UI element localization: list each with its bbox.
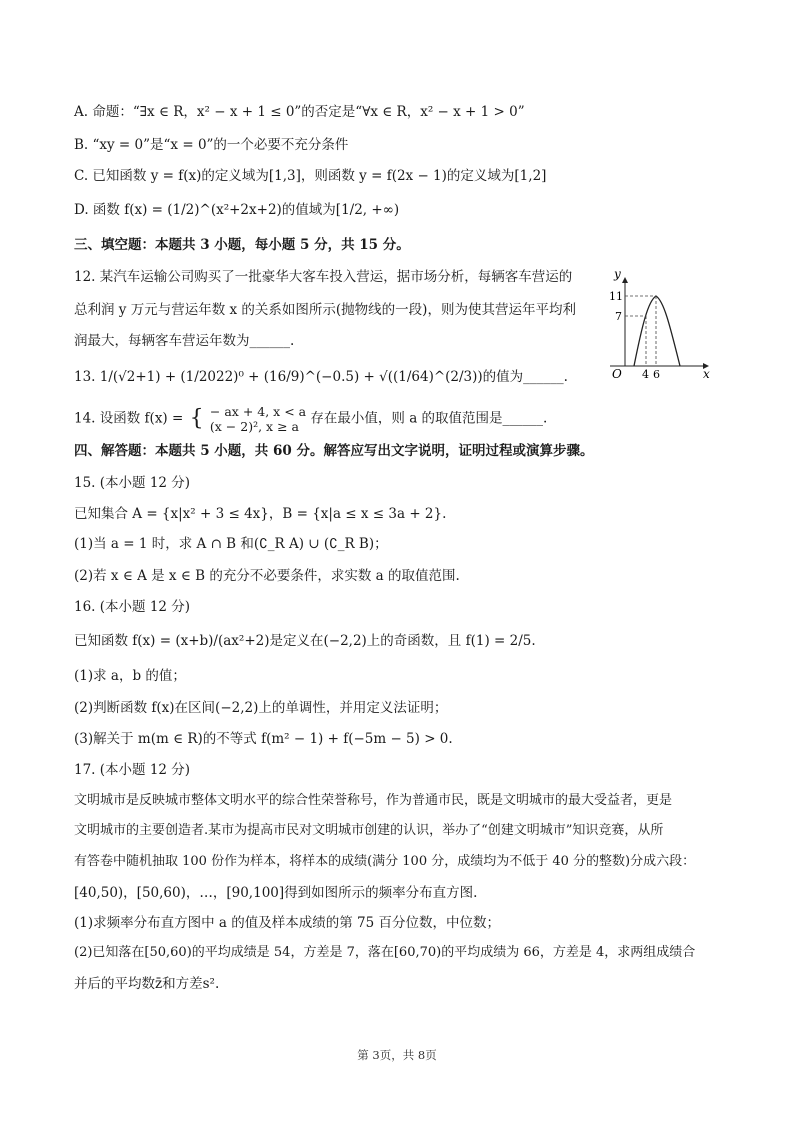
q15-line-2: (1)当 a = 1 时，求 A ∩ B 和(∁_R A) ∪ (∁_R B)； xyxy=(74,536,388,552)
q14-brace: { xyxy=(189,406,204,431)
q11-option-c: C. 已知函数 y = f(x)的定义域为[1,3]，则函数 y = f(2x − 1)的定义域为[1,2] xyxy=(74,168,547,184)
graph-parabola-curve xyxy=(634,296,680,366)
q16-heading: 16. (本小题 12 分) xyxy=(74,599,191,615)
q16-line-4: (3)解关于 m(m ∈ R)的不等式 f(m² − 1) + f(−5m − 5) > 0. xyxy=(74,731,453,747)
section-3-heading: 三、填空题：本题共 3 小题，每小题 5 分，共 15 分。 xyxy=(74,237,410,253)
page-footer: 第 3页，共 8页 xyxy=(357,1048,437,1062)
q11-option-d: D. 函数 f(x) = (1/2)^(x²+2x+2)的值域为[1/2, +∞) xyxy=(74,202,400,218)
q17-line-3: 有答卷中随机抽取 100 份作为样本，将样本的成绩(满分 100 分，成绩均为不低于 40 分的整数)分成六段： xyxy=(74,854,696,869)
graph-y-tick-7: 7 xyxy=(615,310,622,323)
graph-x-label: x xyxy=(703,367,710,381)
q14-case-2: (x − 2)², x ≥ a xyxy=(209,419,299,434)
q17-line-1: 文明城市是反映城市整体文明水平的综合性荣誉称号，作为普通市民，既是文明城市的最大受益者，更是 xyxy=(74,793,673,808)
q12-parabola-graph xyxy=(590,266,715,381)
graph-y-label: y xyxy=(614,267,621,281)
section-4-heading: 四、解答题：本题共 5 小题，共 60 分。解答应写出文字说明，证明过程或演算步骤。 xyxy=(74,443,594,459)
q17-line-2: 文明城市的主要创造者.某市为提高市民对文明城市创建的认识，举办了“创建文明城市”知识竞赛，从所 xyxy=(74,823,664,838)
q12-line-2: 总利润 y 万元与营运年数 x 的关系如图所示(抛物线的一段)，则为使其营运年平均利 xyxy=(74,302,576,318)
q17-line-4: [40,50)，[50,60)，…，[90,100]得到如图所示的频率分布直方图. xyxy=(74,885,478,901)
q15-heading: 15. (本小题 12 分) xyxy=(74,475,191,491)
graph-x-tick-4: 4 xyxy=(642,368,649,381)
q15-line-3: (2)若 x ∈ A 是 x ∈ B 的充分不必要条件，求实数 a 的取值范围. xyxy=(74,568,460,584)
q17-line-7: 并后的平均数z̄和方差s². xyxy=(74,976,220,992)
q12-line-3: 润最大，每辆客车营运年数为______. xyxy=(74,333,295,349)
graph-x-tick-6: 6 xyxy=(653,368,660,381)
q11-option-b: B. “xy = 0”是“x = 0”的一个必要不充分条件 xyxy=(74,137,349,153)
q14-row xyxy=(74,404,547,434)
q14-prefix: 14. 设函数 f(x) = xyxy=(74,410,184,427)
q12-line-1: 12. 某汽车运输公司购买了一批豪华大客车投入营运，据市场分析，每辆客车营运的 xyxy=(74,269,573,285)
q14-cases xyxy=(210,404,306,434)
q14-case-1: − ax + 4, x < a xyxy=(209,404,307,419)
q16-line-1: 已知函数 f(x) = (x+b)/(ax²+2)是定义在(−2,2)上的奇函数，且 f(1) = 2/5. xyxy=(74,633,536,649)
q16-line-2: (1)求 a，b 的值； xyxy=(74,668,186,684)
q17-line-6: (2)已知落在[50,60)的平均成绩是 54，方差是 7，落在[60,70)的平均成绩为 66，方差是 4，求两组成绩合 xyxy=(74,945,696,960)
graph-y-tick-11: 11 xyxy=(609,290,623,303)
q13-text: 13. 1/(√2+1) + (1/2022)⁰ + (16/9)^(−0.5) + √((1/64)^(2/3))的值为______. xyxy=(74,369,568,385)
q11-option-a: A. 命题：“∃x ∈ R，x² − x + 1 ≤ 0”的否定是“∀x ∈ R，x² − x + 1 > 0” xyxy=(74,104,525,120)
q14-suffix: 存在最小值，则 a 的取值范围是______. xyxy=(310,410,548,427)
q17-line-5: (1)求频率分布直方图中 a 的值及样本成绩的第 75 百分位数，中位数； xyxy=(74,915,501,931)
q15-line-1: 已知集合 A = {x|x² + 3 ≤ 4x}，B = {x|a ≤ x ≤ 3a + 2}. xyxy=(74,506,447,522)
graph-origin-label: O xyxy=(612,367,622,381)
q17-heading: 17. (本小题 12 分) xyxy=(74,762,191,778)
q16-line-3: (2)判断函数 f(x)在区间(−2,2)上的单调性，并用定义法证明； xyxy=(74,700,448,716)
